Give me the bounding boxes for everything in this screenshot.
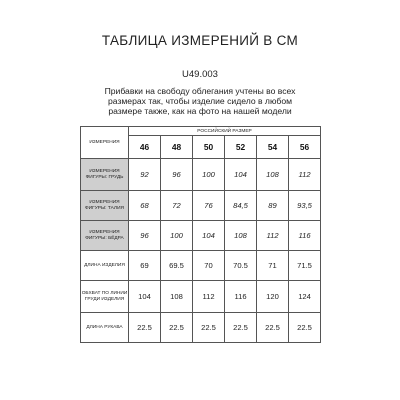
table-cell: 100 [161,221,193,251]
table-cell: 76 [193,191,225,221]
table-cell: 112 [257,221,289,251]
table-row [81,221,321,251]
table-row [81,159,321,191]
size-header: 52 [225,136,257,159]
table-cell: 72 [161,191,193,221]
table-cell: 108 [257,159,289,191]
table-cell: 108 [161,281,193,313]
page-title: ТАБЛИЦА ИЗМЕРЕНИЙ В СМ [101,33,299,48]
table-cell: 100 [193,159,225,191]
table-cell: 84,5 [225,191,257,221]
table-cell: 112 [289,159,321,191]
size-header: 50 [193,136,225,159]
russian-size-header: РОССИЙСКИЙ РАЗМЕР [129,127,321,136]
table-row [81,251,321,281]
table-row [81,313,321,343]
table-cell: 104 [225,159,257,191]
table-cell: 96 [129,221,161,251]
table-cell: 92 [129,159,161,191]
article-number: U49.003 [182,69,218,80]
table-cell: 22.5 [193,313,225,343]
size-header: 46 [129,136,161,159]
table-row [81,281,321,313]
table-row [81,191,321,221]
table-cell: 104 [193,221,225,251]
size-chart-table [80,126,321,343]
size-header: 56 [289,136,321,159]
table-cell: 70 [193,251,225,281]
table-cell: 108 [225,221,257,251]
size-header: 48 [161,136,193,159]
table-cell: 116 [225,281,257,313]
table-cell: 120 [257,281,289,313]
table-cell: 22.5 [161,313,193,343]
table-cell: 22.5 [129,313,161,343]
row-label-hips: ИЗМЕРЕНИЯ ФИГУРЫ: БЁДРА [81,221,129,251]
table-cell: 112 [193,281,225,313]
row-label-waist: ИЗМЕРЕНИЯ ФИГУРЫ: ТАЛИЯ [81,191,129,221]
table-cell: 116 [289,221,321,251]
table-cell: 104 [129,281,161,313]
size-header: 54 [257,136,289,159]
row-label-garment-length: ДЛИНА ИЗДЕЛИЯ [81,251,129,281]
table-cell: 89 [257,191,289,221]
table-cell: 71.5 [289,251,321,281]
table-cell: 68 [129,191,161,221]
table-cell: 70.5 [225,251,257,281]
table-cell: 93,5 [289,191,321,221]
table-cell: 22.5 [257,313,289,343]
row-label-sleeve-length: ДЛИНА РУКАВА [81,313,129,343]
table-cell: 22.5 [225,313,257,343]
table-cell: 71 [257,251,289,281]
row-label-chest-girth: ОБХВАТ ПО ЛИНИИ ГРУДИ ИЗДЕЛИЯ [81,281,129,313]
measure-header: ИЗМЕРЕНИЯ [81,127,129,159]
table-cell: 22.5 [289,313,321,343]
table-cell: 69 [129,251,161,281]
table-cell: 124 [289,281,321,313]
table-cell: 96 [161,159,193,191]
table-row [81,127,321,136]
row-label-chest: ИЗМЕРЕНИЯ ФИГУРЫ: ГРУДЬ [81,159,129,191]
fit-note: Прибавки на свободу облегания учтены во всех размерах так, чтобы изделие сидело в любом размере также, как на фото на нашей модели [104,86,296,117]
table-cell: 69.5 [161,251,193,281]
